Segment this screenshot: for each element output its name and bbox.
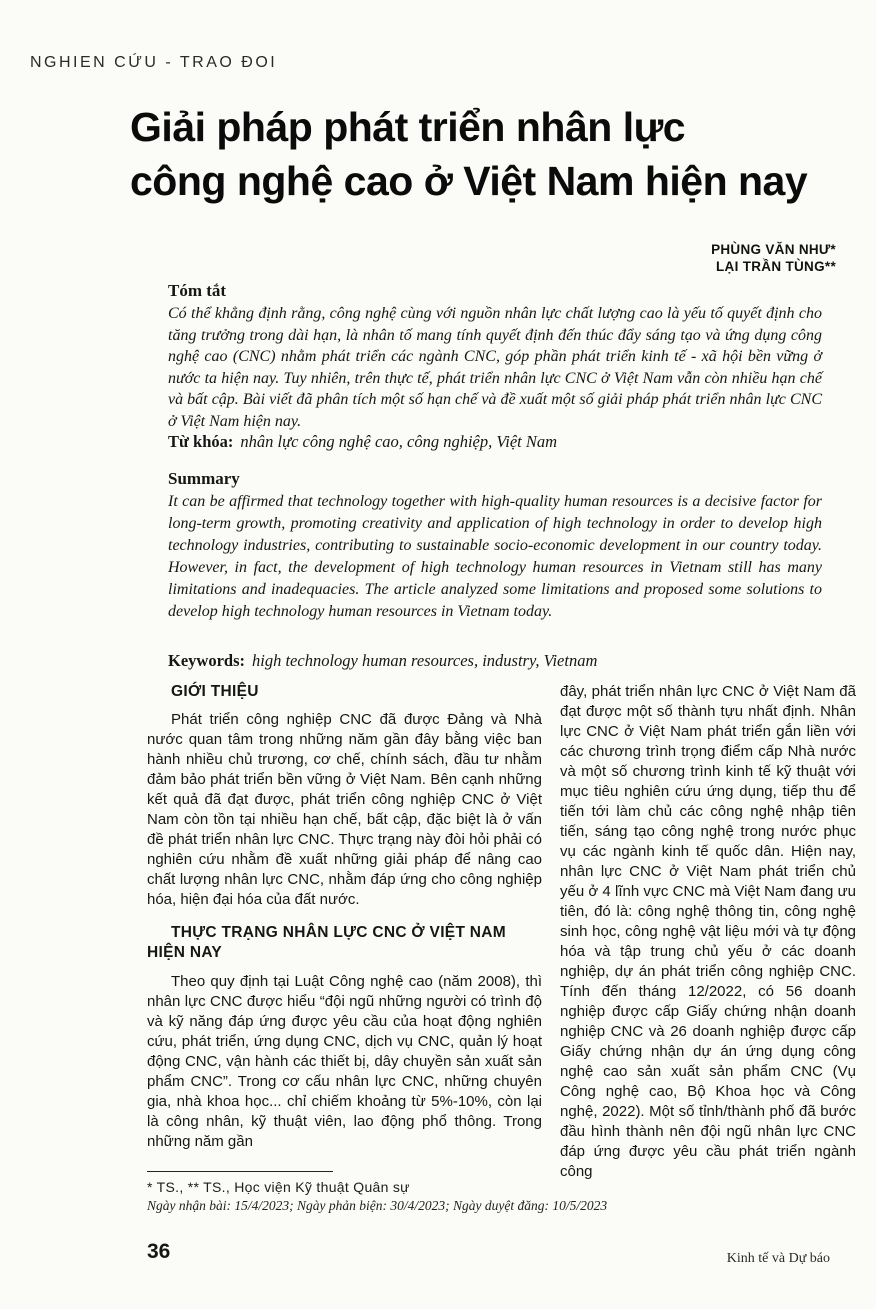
abstract-en-block — [168, 468, 822, 623]
page-number: 36 — [147, 1240, 171, 1263]
running-head: NGHIEN CỨU - TRAO ĐOI — [30, 54, 278, 71]
left-column — [147, 682, 542, 1152]
abstract-vi-text: Có thể khẳng định rằng, công nghệ cùng với nguồn nhân lực chất lượng cao là yếu tố quyết định cho tăng trưởng trong dài hạn, là nhân tố mang tính quyết định đến thúc đẩy sáng tạo và ứng dụng công nghệ cao (CNC) nhằm phát triển các ngành CNC, góp phần phát triển kinh tế - xã hội bền vững ở nước ta hiện nay. Tuy nhiên, trên thực tế, phát triển nhân lực CNC ở Việt Nam vẫn còn nhiều hạn chế và bất cập. Bài viết đã phân tích một số hạn chế và đề xuất một số giải pháp phát triển nhân lực CNC ở Việt Nam hiện nay. — [168, 305, 822, 430]
keywords-vi-label: Từ khóa: — [168, 432, 234, 451]
intro-paragraph: Phát triển công nghiệp CNC đã được Đảng và Nhà nước quan tâm trong những năm gần đây bằng việc ban hành nhiều chủ trương, cơ chế, chính sách, đầu tư nhằm đảm bảo phát triển bền vững ở Việt Nam. Bên cạnh những kết quả đã đạt được, phát triển công nghiệp CNC ở Việt Nam còn tồn tại nhiều hạn chế, bất cập, đặc biệt là ở vấn đề phát triển nhân lực CNC. Thực trạng này đòi hỏi phải có nghiên cứu nhằm đề xuất những giải pháp để nâng cao chất lượng nhân lực CNC, nhằm đáp ứng cho công nghiệp hóa, hiện đại hóa của đất nước. — [147, 711, 542, 908]
intro-section-heading: GIỚI THIỆU — [171, 683, 259, 700]
footnote-dates: Ngày nhận bài: 15/4/2023; Ngày phản biện: 30/4/2023; Ngày duyệt đăng: 10/5/2023 — [147, 1198, 608, 1213]
keywords-en-line — [168, 650, 822, 671]
page-title — [130, 100, 860, 208]
author-name: PHÙNG VĂN NHƯ* — [711, 242, 836, 257]
current-state-section-heading: THỰC TRẠNG NHÂN LỰC CNC Ở VIỆT NAM HIỆN NAY — [147, 924, 507, 961]
author-byline — [711, 241, 836, 275]
abstract-vi-block — [168, 280, 822, 432]
keywords-vi-text: nhân lực công nghệ cao, công nghiệp, Việt Nam — [240, 432, 558, 451]
page-title-line-1: Giải pháp phát triển nhân lực — [130, 104, 686, 150]
page-title-line-2: công nghệ cao ở Việt Nam hiện nay — [130, 158, 808, 204]
abstract-vi-heading: Tóm tắt — [168, 281, 227, 300]
current-state-paragraph: Theo quy định tại Luật Công nghệ cao (năm 2008), thì nhân lực CNC được hiểu “đội ngũ những người có trình độ và kỹ năng đáp ứng được yêu cầu của hoạt động nghiên cứu, phát triển, ứng dụng CNC, dịch vụ CNC, quản lý hoạt động CNC, vận hành các thiết bị, dây chuyền sản xuất sản phẩm CNC”. Trong cơ cấu nhân lực CNC, những chuyên gia, nhà khoa học... chỉ chiếm khoảng từ 5%-10%, còn lại là công nhân, kỹ thuật viên, lao động phổ thông. Trong những năm gần — [147, 973, 542, 1150]
footnote-author-affiliation: * TS., ** TS., Học viện Kỹ thuật Quân sự — [147, 1179, 410, 1195]
journal-name: Kinh tế và Dự báo — [726, 1251, 830, 1266]
footnote-divider — [147, 1171, 333, 1172]
keywords-vi-line — [168, 431, 822, 452]
right-column — [560, 682, 856, 1182]
abstract-en-text: It can be affirmed that technology together with high-quality human resources is a decisive factor for long-term growth, promoting creativity and application of high technology in order to develop high technology industries, contributing to sustainable socio-economic development in our country today. However, in fact, the development of high technology human resources in Vietnam still has many limitations and inadequacies. The article analyzed some limitations and proposed some solutions to develop high technology human resources in Vietnam today. — [168, 493, 822, 620]
author-name: LẠI TRẦN TÙNG** — [716, 259, 836, 274]
right-column-text: đây, phát triển nhân lực CNC ở Việt Nam đã đạt được một số thành tựu nhất định. Nhân lực CNC ở Việt Nam phát triển gắn liền với các chương trình trọng điểm cấp Nhà nước và một số chương trình kinh tế kỹ thuật với mục tiêu nghiên cứu ứng dụng, tiếp thu để tiến tới làm chủ các công nghệ nhập tiên tiến, sáng tạo công nghệ trong nước phục vụ các ngành kinh tế quốc dân. Hiện nay, nhân lực CNC ở Việt Nam phát triển chủ yếu ở 4 lĩnh vực CNC mà Việt Nam đang ưu tiên, đó là: công nghệ thông tin, công nghệ sinh học, công nghệ vật liệu mới và tự động hóa và tập trung chủ yếu ở các doanh nghiệp, dự án phát triển công nghiệp CNC. Tính đến tháng 12/2022, có 56 doanh nghiệp được cấp Giấy chứng nhận doanh nghiệp CNC và 26 doanh nghiệp được cấp Giấy chứng nhận dự án ứng dụng công nghệ cao sản xuất sản phẩm CNC (Vụ Công nghệ cao, Bộ Khoa học và Công nghệ, 2022). Một số tỉnh/thành phố đã bước đầu hình thành nên đội ngũ nhân lực CNC đáp ứng được yêu cầu phát triển ngành công — [560, 683, 856, 1180]
abstract-en-heading: Summary — [168, 469, 240, 488]
keywords-en-label: Keywords: — [168, 651, 245, 670]
keywords-en-text: high technology human resources, industry, Vietnam — [252, 651, 598, 670]
